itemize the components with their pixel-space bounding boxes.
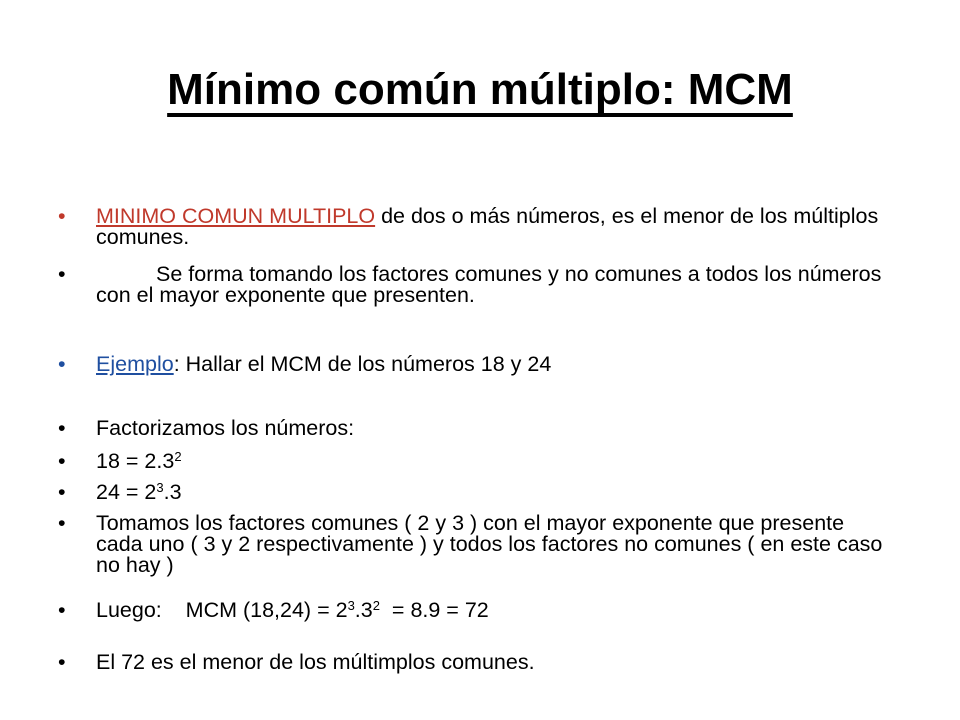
bullet-formation-rule [58,264,888,306]
factor-24-text: $24 = 2^3.3$ [96,480,182,504]
example-keyword: Ejemplo [96,352,174,376]
conclusion-text: El 72 es el menor de los múltimplos comunes. [96,650,535,674]
definition-keyword: MINIMO COMUN MULTIPLO [96,204,376,228]
bullet-factor-18 [58,451,888,472]
bullet-marker: • [58,650,66,674]
bullet-result [58,600,888,621]
method-text: Tomamos los factores comunes ( 2 y 3 ) con el mayor exponente que presente cada uno ( 3 y 2 respectivamente ) y todos los factores no comunes ( en este caso no hay ) [96,511,883,577]
bullet-method [58,513,888,576]
definition-text: de dos o más números, es el menor de los múltiplos comunes. [96,204,879,249]
factorize-text: Factorizamos los números: [96,416,355,440]
example-text: : Hallar el MCM de los números 18 y 24 [173,352,552,376]
result-text: Luego: MCM $(18,24) = 2^3.3^2 = 8.9 = 72$ [96,598,489,622]
bullet-example [58,354,888,375]
bullet-marker: • [58,262,66,286]
bullet-factor-24 [58,482,888,503]
slide-title: Mínimo común múltiplo: MCM [167,65,793,114]
bullet-marker: • [58,480,66,504]
formation-rule-text: Se forma tomando los factores comunes y no comunes a todos los números con el mayor exponente que presenten. [96,262,882,307]
bullet-marker: • [58,416,66,440]
bullet-marker: • [58,449,66,473]
bullet-definition [58,206,888,248]
bullet-marker: • [58,352,66,376]
bullet-marker: • [58,204,66,228]
bullet-marker: • [58,511,66,535]
bullet-factorize [58,418,888,439]
bullet-conclusion [58,652,888,673]
bullet-marker: • [58,598,66,622]
factor-18-text: $18 = 2.3^2$ [96,449,182,473]
